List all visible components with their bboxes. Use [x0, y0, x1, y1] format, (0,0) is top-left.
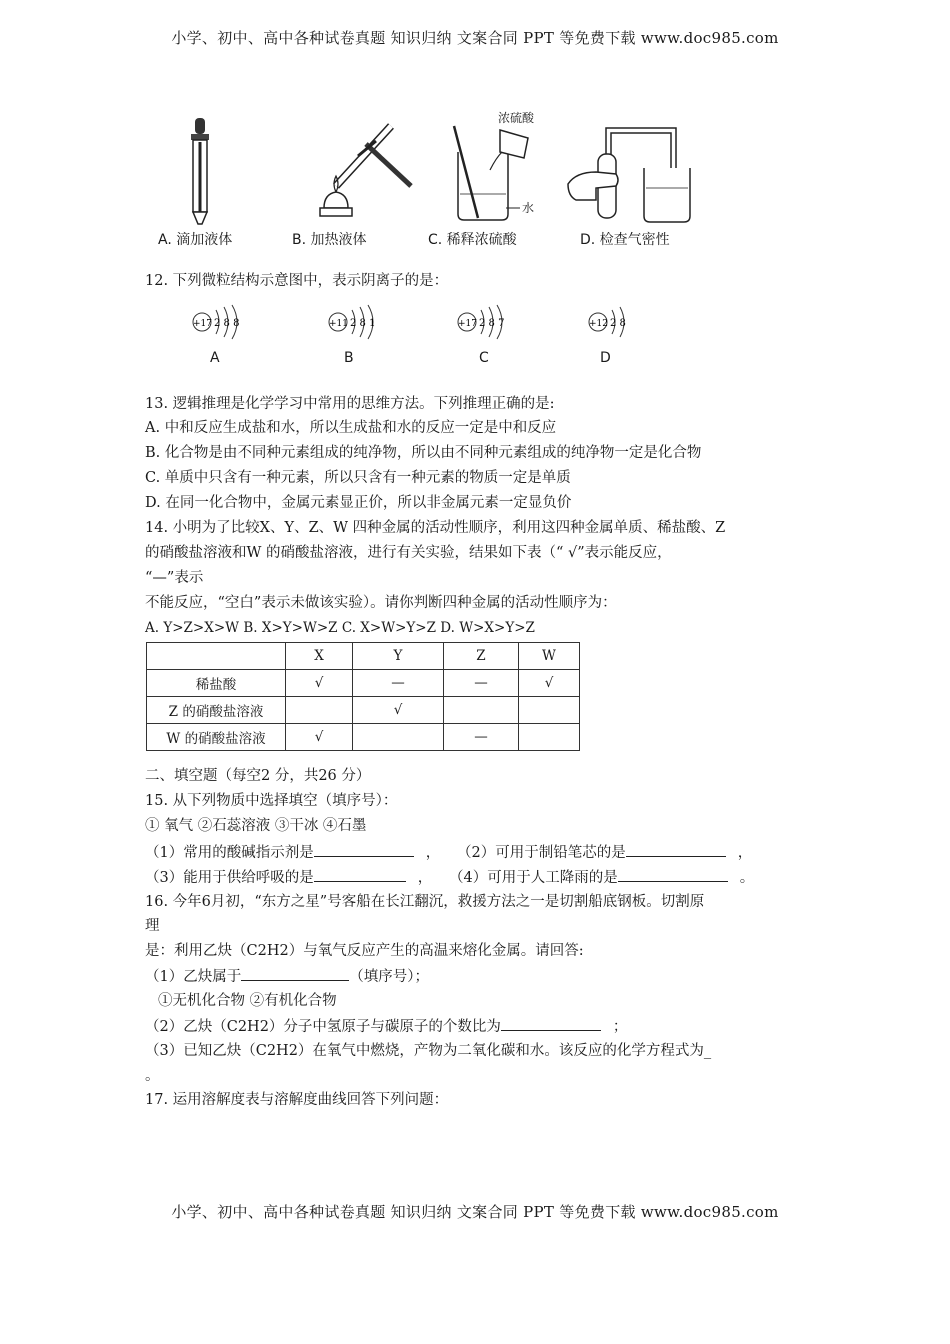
q16-line-1: 16. 今年6月初，“东方之星”号客船在长江翻沉，救援方法之一是切割船底钢板。切割原 [145, 894, 705, 910]
atom-structure-c [455, 304, 519, 344]
q16-line-6 [145, 1016, 627, 1037]
table-cell [444, 697, 519, 724]
atom-c-nucleus: +17 [458, 319, 477, 329]
table-cell: — [444, 724, 519, 751]
table-row [147, 670, 580, 697]
answer-blank[interactable] [626, 842, 726, 857]
table-header-cell: Y [353, 643, 444, 670]
q17-stem: 17. 运用溶解度表与溶解度曲线回答下列问题： [145, 1092, 449, 1108]
water-label: 水 [522, 201, 535, 215]
q14-line-1: 14. 小明为了比较X、Y、Z、W 四种金属的活动性顺序，利用这四种金属单质、稀盐酸、Z [145, 520, 726, 536]
atom-label-c: C [479, 350, 489, 366]
atom-label-b: B [344, 350, 354, 366]
airtightness-figure [566, 116, 692, 226]
table-cell: — [444, 670, 519, 697]
q15-stem: 15. 从下列物质中选择填空（填序号）： [145, 793, 398, 809]
q15-comma-1: ， [425, 845, 441, 861]
table-row [147, 724, 580, 751]
q16-q2-suffix: ； [612, 1019, 628, 1035]
atom-b-nucleus: +11 [329, 319, 348, 329]
q15-items: ① 氧气 ②石蕊溶液 ③干冰 ④石墨 [145, 818, 367, 834]
answer-blank[interactable] [618, 867, 728, 882]
q15-blank-3-label: （3）能用于供给呼吸的是 [145, 870, 314, 886]
section-2-title: 二、填空题（每空2 分，共26 分） [145, 768, 371, 784]
q16-line-2: 理 [145, 918, 160, 934]
q16-line-5: ①无机化合物 ②有机化合物 [158, 993, 337, 1009]
results-table [146, 642, 580, 751]
atom-a-shells: 2 8 8 [214, 318, 240, 329]
q14-line-2: 的硝酸盐溶液和W 的硝酸盐溶液，进行有关实验，结果如下表（“ √”表示能反应， [145, 545, 672, 561]
dropper-figure [182, 116, 218, 226]
q15-row-2 [145, 867, 754, 888]
table-cell: W 的硝酸盐溶液 [147, 724, 286, 751]
figure-caption-d: D. 检查气密性 [580, 232, 670, 248]
q15-row-1 [145, 842, 752, 863]
figure-caption-a: A. 滴加液体 [158, 232, 233, 248]
table-row [147, 697, 580, 724]
q14-line-3: “—”表示 [145, 570, 204, 586]
table-cell [353, 724, 444, 751]
q16-line-4 [145, 966, 429, 987]
q16-q2-label: （2）乙炔（C2H2）分子中氢原子与碳原子的个数比为 [145, 1019, 501, 1035]
q14-options: A. Y>Z>X>W B. X>Y>W>Z C. X>W>Y>Z D. W>X>Y>Z [145, 620, 535, 636]
table-cell: √ [353, 697, 444, 724]
atom-d-nucleus: +12 [589, 319, 608, 329]
q15-blank-1-label: （1）常用的酸碱指示剂是 [145, 845, 314, 861]
q13-option-a: A. 中和反应生成盐和水，所以生成盐和水的反应一定是中和反应 [145, 420, 557, 436]
answer-blank[interactable] [314, 867, 406, 882]
q16-line-3: 是：利用乙炔（C2H2）与氧气反应产生的高温来熔化金属。请回答: [145, 943, 584, 959]
heating-figure [296, 116, 416, 226]
figure-caption-b: B. 加热液体 [292, 232, 367, 248]
q13-option-c: C. 单质中只含有一种元素，所以只含有一种元素的物质一定是单质 [145, 470, 571, 486]
table-header-cell [147, 643, 286, 670]
q16-line-8: 。 [145, 1068, 160, 1084]
table-cell: 稀盐酸 [147, 670, 286, 697]
atom-a-nucleus: +17 [193, 319, 212, 329]
q16-q1-label: （1）乙炔属于 [145, 969, 242, 985]
q16-q1-suffix: （填序号）； [349, 969, 429, 985]
table-cell: √ [519, 670, 580, 697]
table-cell: Z 的硝酸盐溶液 [147, 697, 286, 724]
table-cell: √ [286, 670, 353, 697]
q13-option-d: D. 在同一化合物中，金属元素显正价，所以非金属元素一定显负价 [145, 495, 572, 511]
page-footer: 小学、初中、高中各种试卷真题 知识归纳 文案合同 PPT 等免费下载 www.doc985.com [171, 1203, 779, 1221]
q16-line-7: （3）已知乙炔（C2H2）在氧气中燃烧，产物为二氧化碳和水。该反应的化学方程式为_ [145, 1043, 712, 1059]
answer-blank[interactable] [314, 842, 414, 857]
q12-stem: 12. 下列微粒结构示意图中，表示阴离子的是： [145, 273, 449, 289]
q13-stem: 13. 逻辑推理是化学学习中常用的思维方法。下列推理正确的是: [145, 396, 555, 412]
table-cell: √ [286, 724, 353, 751]
table-cell: — [353, 670, 444, 697]
atom-structure-d [586, 304, 642, 344]
atom-structure-b [326, 304, 390, 344]
atom-structure-a [190, 304, 254, 344]
dilute-acid-figure [440, 108, 550, 226]
q15-blank-2-label: （2）可用于制铅笔芯的是 [464, 845, 626, 861]
answer-blank[interactable] [241, 966, 349, 981]
q15-period: 。 [739, 870, 755, 886]
table-header-cell: X [286, 643, 353, 670]
atom-label-d: D [600, 350, 611, 366]
q13-option-b: B. 化合物是由不同种元素组成的纯净物，所以由不同种元素组成的纯净物一定是化合物 [145, 445, 702, 461]
q15-comma-2: ， [737, 845, 753, 861]
q15-blank-4-label: （4）可用于人工降雨的是 [456, 870, 618, 886]
table-cell [519, 724, 580, 751]
page-header: 小学、初中、高中各种试卷真题 知识归纳 文案合同 PPT 等免费下载 www.doc985.com [171, 29, 779, 47]
table-header-cell: Z [444, 643, 519, 670]
atom-c-shells: 2 8 7 [479, 318, 505, 329]
table-header-cell: W [519, 643, 580, 670]
atom-d-shells: 2 8 [610, 318, 626, 329]
table-header-row [147, 643, 580, 670]
answer-blank[interactable] [501, 1016, 601, 1031]
atom-b-shells: 2 8 1 [350, 318, 376, 329]
atom-label-a: A [210, 350, 220, 366]
acid-label: 浓硫酸 [498, 111, 535, 125]
q15-comma-3: ， [417, 870, 433, 886]
table-cell [286, 697, 353, 724]
table-cell [519, 697, 580, 724]
figure-caption-c: C. 稀释浓硫酸 [428, 232, 517, 248]
q14-line-4: 不能反应，“空白”表示未做该实验）。请你判断四种金属的活动性顺序为： [145, 595, 617, 611]
